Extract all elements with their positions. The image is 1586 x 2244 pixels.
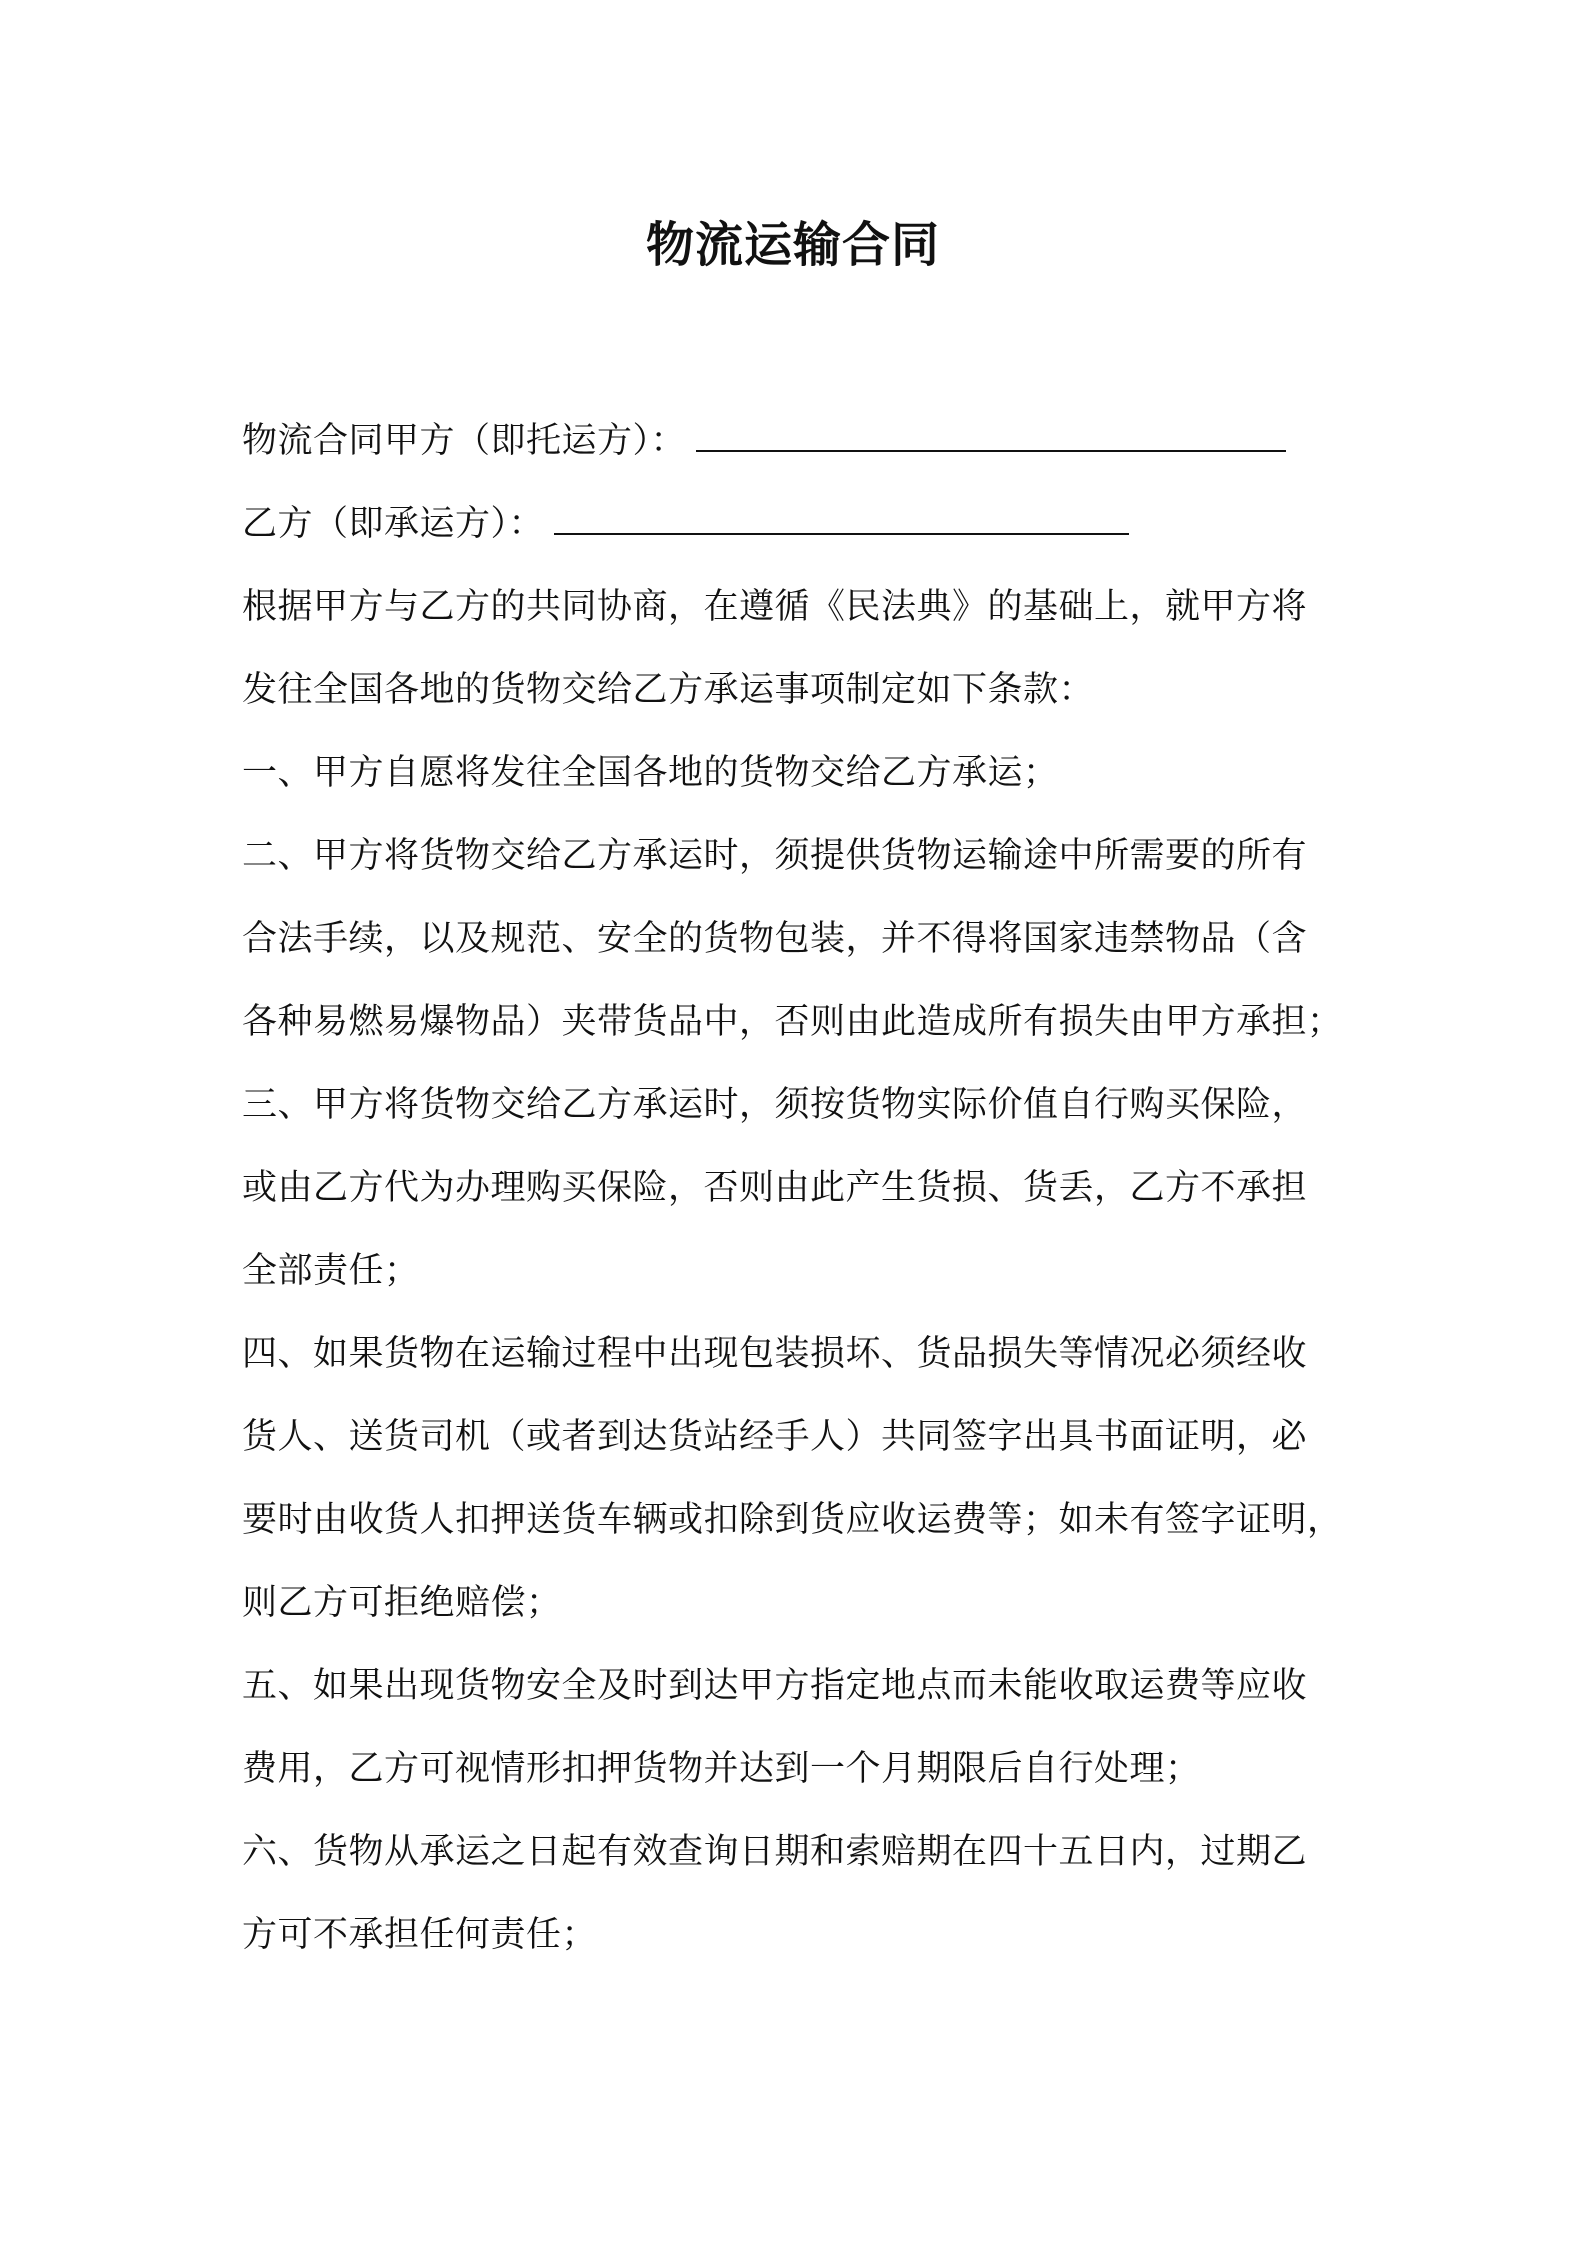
paragraph-line: 发往全国各地的货物交给乙方承运事项制定如下条款： xyxy=(242,670,1095,710)
clause-line: 方可不承担任何责任； xyxy=(242,1915,598,1955)
document-title: 物流运输合同 xyxy=(645,217,940,273)
party-a-label: 物流合同甲方（即托运方）： xyxy=(242,421,687,461)
paragraph-line: 根据甲方与乙方的共同协商，在遵循《民法典》的基础上，就甲方将 xyxy=(242,587,1308,627)
clause-line: 合法手续，以及规范、安全的货物包装，并不得将国家违禁物品（含 xyxy=(242,919,1308,959)
clause-line: 四、如果货物在运输过程中出现包装损坏、货品损失等情况必须经收 xyxy=(242,1334,1308,1374)
clause-line: 二、甲方将货物交给乙方承运时，须提供货物运输途中所需要的所有 xyxy=(242,836,1308,876)
clause-line: 一、甲方自愿将发往全国各地的货物交给乙方承运； xyxy=(242,753,1059,793)
clause-line: 各种易燃易爆物品）夹带货品中，否则由此造成所有损失由甲方承担； xyxy=(242,1002,1343,1042)
party-a-row xyxy=(242,400,1372,483)
clause-line: 五、如果出现货物安全及时到达甲方指定地点而未能收取运费等应收 xyxy=(242,1666,1308,1706)
clause-line: 则乙方可拒绝赔偿； xyxy=(242,1583,562,1623)
clause-line: 要时由收货人扣押送货车辆或扣除到货应收运费等；如未有签字证明， xyxy=(242,1500,1343,1540)
party-b-label: 乙方（即承运方）： xyxy=(242,504,545,544)
party-a-blank-field xyxy=(696,422,1286,452)
contract-body xyxy=(242,400,1372,1977)
clause-line: 三、甲方将货物交给乙方承运时，须按货物实际价值自行购买保险， xyxy=(242,1085,1308,1125)
clause-line: 六、货物从承运之日起有效查询日期和索赔期在四十五日内，过期乙 xyxy=(242,1832,1308,1872)
clause-line: 货人、送货司机（或者到达货站经手人）共同签字出具书面证明，必 xyxy=(242,1417,1308,1457)
party-b-row xyxy=(242,483,1372,566)
clause-line: 全部责任； xyxy=(242,1251,420,1291)
clause-line: 或由乙方代为办理购买保险，否则由此产生货损、货丢，乙方不承担 xyxy=(242,1168,1308,1208)
party-b-blank-field xyxy=(554,505,1129,535)
clause-line: 费用，乙方可视情形扣押货物并达到一个月期限后自行处理； xyxy=(242,1749,1201,1789)
